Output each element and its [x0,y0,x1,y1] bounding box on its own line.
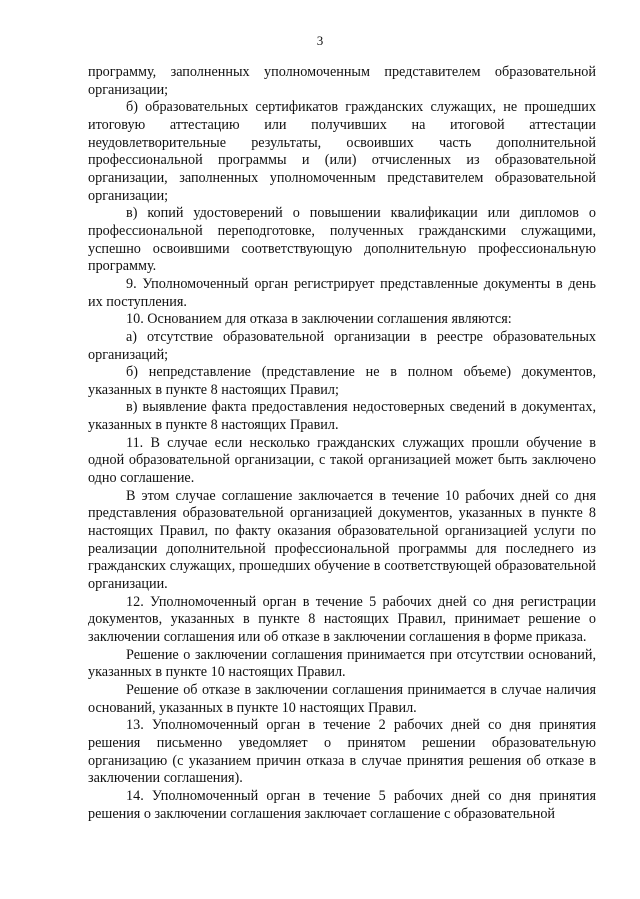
paragraph: В этом случае соглашение заключается в течение 10 рабочих дней со дня представления образовательной организацией документов, указанных в пункте 8 настоящих Правил, по факту оказания образовательной организацией услуги по реализации дополнительной профессиональной программы для последнего из гражданских служащих, прошедших обучение в соответствующей образовательной организации. [88,487,596,593]
paragraph: а) отсутствие образовательной организации в реестре образовательных организаций; [88,328,596,363]
paragraph: 11. В случае если несколько гражданских служащих прошли обучение в одной образовательной организации, с такой организацией может быть заключено одно соглашение. [88,434,596,487]
document-body [88,64,596,823]
paragraph: б) непредставление (представление не в полном объеме) документов, указанных в пункте 8 настоящих Правил; [88,364,596,398]
paragraph: 10. Основанием для отказа в заключении соглашения являются: [126,311,512,328]
paragraph: программу, заполненных уполномоченным представителем образовательной организации; [88,64,596,98]
paragraph: Решение об отказе в заключении соглашения принимается в случае наличия оснований, указанных в пункте 10 настоящих Правил. [88,681,596,716]
paragraph: Решение о заключении соглашения принимается при отсутствии оснований, указанных в пункте 10 настоящих Правил. [88,646,596,681]
paragraph: 13. Уполномоченный орган в течение 2 рабочих дней со дня принятия решения письменно уведомляет о принятом решении образовательную организацию (с указанием причин отказа в случае принятия решения об отказе в заключении соглашения). [88,717,596,787]
paragraph: в) выявление факта предоставления недостоверных сведений в документах, указанных в пункте 8 настоящих Правил. [88,399,596,434]
paragraph: 12. Уполномоченный орган в течение 5 рабочих дней со дня регистрации документов, указанных в пункте 8 настоящих Правил, принимает решение о заключении соглашения или об отказе в заключении соглашения в форме приказа. [88,593,596,645]
paragraph: б) образовательных сертификатов гражданских служащих, не прошедших итоговую аттестацию или получивших на итоговой аттестации неудовлетворительные результаты, освоивших часть дополнительной профессиональной программы и (или) отчисленных из образовательной организации, заполненных уполномоченным представителем образовательной организации; [88,99,596,204]
paragraph: в) копий удостоверений о повышении квалификации или дипломов о профессиональной переподготовке, полученных гражданскими служащими, успешно освоившими соответствующую дополнительную профессиональную программу. [88,205,596,275]
paragraph: 14. Уполномоченный орган в течение 5 рабочих дней со дня принятия решения о заключении соглашения заключает соглашение с образовательной [88,787,596,822]
page-number: 3 [316,33,324,48]
paragraph: 9. Уполномоченный орган регистрирует представленные документы в день их поступления. [88,275,596,310]
